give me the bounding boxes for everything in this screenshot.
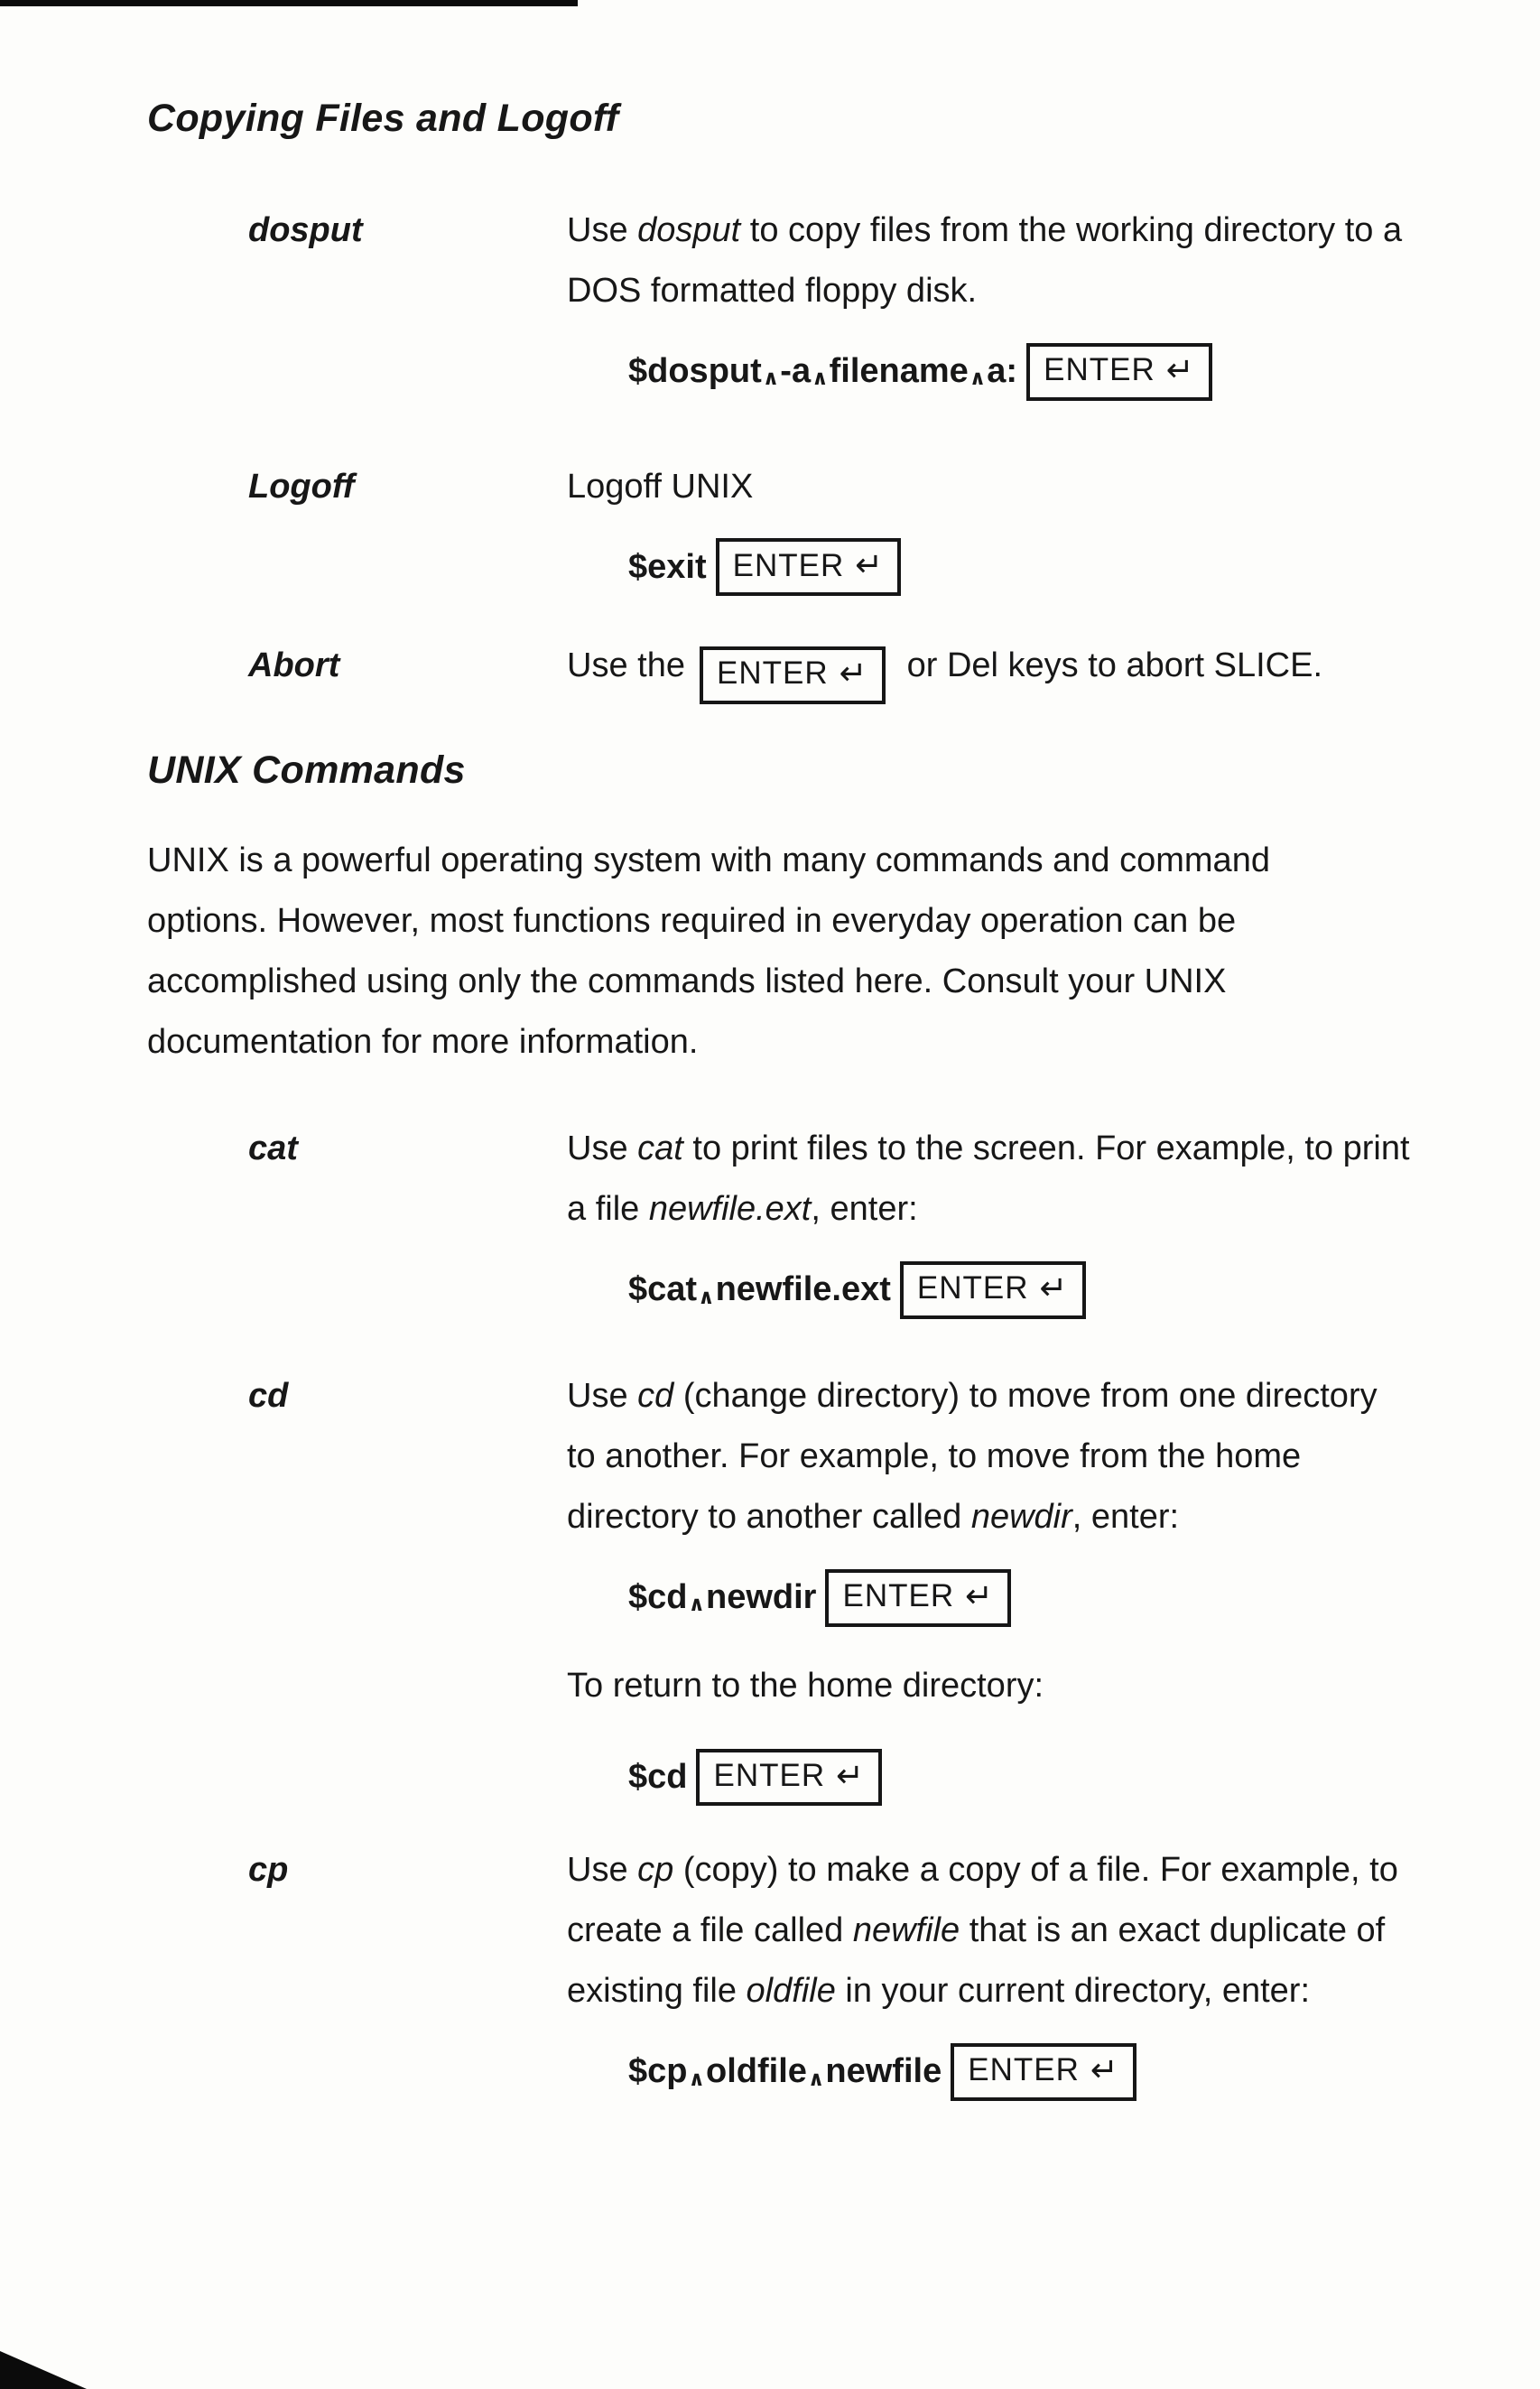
text-segment: to copy files from the working directory to a DOS formatted floppy disk. bbox=[567, 210, 1403, 310]
enter-key bbox=[716, 538, 902, 596]
enter-key bbox=[951, 2043, 1136, 2101]
description-cd bbox=[567, 1366, 1411, 1548]
space-caret-symbol: ∧ bbox=[807, 2066, 825, 2090]
command-part: oldfile bbox=[706, 2052, 807, 2091]
return-arrow-icon: ↵ bbox=[839, 655, 868, 693]
section-title-unix-commands: UNIX Commands bbox=[147, 748, 466, 792]
command-part: filename bbox=[829, 351, 969, 390]
return-arrow-icon: ↵ bbox=[965, 1576, 995, 1614]
term-abort: Abort bbox=[248, 646, 340, 685]
enter-key-label: ENTER bbox=[716, 655, 829, 692]
text-segment: , enter: bbox=[811, 1190, 918, 1229]
text-segment: (change directory) to move from one directory to another. For example, to move from the home directory to another called bbox=[567, 1377, 1378, 1536]
scan-artifact-corner bbox=[0, 2351, 87, 2389]
command-text bbox=[628, 349, 1017, 394]
text-segment: or Del keys to abort SLICE. bbox=[906, 646, 1323, 685]
command-part: $cd bbox=[628, 1577, 688, 1616]
enter-key-label: ENTER bbox=[713, 1757, 826, 1793]
command-part: newfile.ext bbox=[715, 1270, 891, 1309]
command-part: newdir bbox=[706, 1577, 817, 1616]
text-segment-italic: cp bbox=[637, 1851, 674, 1890]
command-part: -a bbox=[780, 351, 812, 390]
entry-cat bbox=[147, 1119, 1441, 1319]
enter-key bbox=[696, 1749, 882, 1807]
return-arrow-icon: ↵ bbox=[1039, 1269, 1069, 1307]
term-cat: cat bbox=[248, 1129, 298, 1168]
command-part: newfile bbox=[825, 2052, 942, 2091]
space-caret-symbol: ∧ bbox=[688, 2066, 705, 2090]
return-arrow-icon: ↵ bbox=[1165, 350, 1195, 388]
description-cat bbox=[567, 1119, 1411, 1240]
text-segment: Use the bbox=[567, 646, 685, 685]
command-text bbox=[628, 545, 707, 590]
scan-artifact-top-edge bbox=[0, 0, 578, 6]
unix-intro-paragraph: UNIX is a powerful operating system with many commands and command options. However, most functions required in everyday operation can be accomplished using only the commands listed here. Consult your UNIX documentation for more information. bbox=[147, 841, 1270, 1061]
space-caret-symbol: ∧ bbox=[969, 366, 987, 390]
command-part: $cat bbox=[628, 1270, 698, 1309]
space-caret-symbol: ∧ bbox=[698, 1284, 715, 1308]
text-segment: Use bbox=[567, 1129, 638, 1168]
text-segment-italic: newfile bbox=[852, 1911, 960, 1950]
cd-return-note: To return to the home directory: bbox=[567, 1666, 1044, 1705]
command-line-logoff bbox=[628, 538, 1433, 596]
description-logoff bbox=[567, 457, 1411, 517]
command-part: a: bbox=[987, 351, 1018, 390]
enter-key bbox=[700, 646, 886, 704]
text-segment: Logoff UNIX bbox=[567, 467, 754, 506]
return-arrow-icon: ↵ bbox=[836, 1756, 866, 1794]
entry-cd bbox=[147, 1366, 1441, 1806]
entry-content bbox=[567, 200, 1433, 401]
entry-logoff bbox=[147, 457, 1441, 597]
text-segment: in your current directory, enter: bbox=[835, 1972, 1311, 2011]
enter-key bbox=[1026, 343, 1212, 401]
text-segment: Use bbox=[567, 210, 638, 249]
entry-cp bbox=[147, 1840, 1441, 2101]
text-segment-italic: oldfile bbox=[746, 1972, 836, 2011]
entry-content bbox=[567, 1366, 1433, 1806]
text-segment: (copy) to make a copy of a file. For example, to create a file called bbox=[567, 1851, 1398, 1950]
enter-key-label: ENTER bbox=[1044, 351, 1155, 387]
term-logoff: Logoff bbox=[248, 467, 355, 506]
enter-key-label: ENTER bbox=[842, 1578, 955, 1614]
command-line-cp bbox=[628, 2043, 1433, 2101]
text-segment: Use bbox=[567, 1851, 638, 1890]
text-segment-italic: cd bbox=[637, 1377, 674, 1416]
space-caret-symbol: ∧ bbox=[688, 1592, 705, 1616]
command-part: $exit bbox=[628, 547, 707, 586]
command-line-cd-home bbox=[628, 1749, 1433, 1807]
command-text bbox=[628, 1576, 816, 1620]
return-arrow-icon: ↵ bbox=[1090, 2051, 1119, 2089]
text-segment: Use bbox=[567, 1377, 638, 1416]
text-segment: to print files to the screen. For example, to print a file bbox=[567, 1129, 1410, 1229]
description-abort bbox=[567, 636, 1411, 704]
command-line-cd bbox=[628, 1569, 1433, 1627]
space-caret-symbol: ∧ bbox=[812, 366, 829, 390]
enter-key-label: ENTER bbox=[732, 547, 845, 583]
enter-key-label: ENTER bbox=[968, 2052, 1080, 2088]
entry-dosput bbox=[147, 200, 1441, 401]
entry-content bbox=[567, 457, 1433, 597]
enter-key bbox=[825, 1569, 1011, 1627]
text-segment-italic: cat bbox=[637, 1129, 683, 1168]
enter-key-label: ENTER bbox=[916, 1270, 1029, 1306]
term-cd: cd bbox=[248, 1377, 289, 1416]
command-text bbox=[628, 1268, 891, 1312]
text-segment-italic: dosput bbox=[637, 210, 741, 249]
text-segment: that is an exact duplicate of existing file bbox=[567, 1911, 1386, 2011]
command-text bbox=[628, 1755, 687, 1799]
section-title-copying-files-and-logoff: Copying Files and Logoff bbox=[147, 97, 619, 140]
entry-content bbox=[567, 636, 1433, 704]
description-cp bbox=[567, 1840, 1411, 2022]
text-segment: , enter: bbox=[1072, 1497, 1180, 1536]
description-dosput bbox=[567, 200, 1411, 321]
space-caret-symbol: ∧ bbox=[762, 366, 780, 390]
text-segment-italic: newfile.ext bbox=[648, 1190, 812, 1229]
command-part: $cd bbox=[628, 1757, 688, 1796]
term-dosput: dosput bbox=[248, 210, 363, 249]
command-text bbox=[628, 2050, 942, 2094]
text-segment-italic: newdir bbox=[970, 1497, 1072, 1536]
command-part: $dosput bbox=[628, 351, 762, 390]
entry-abort bbox=[147, 636, 1441, 704]
term-cp: cp bbox=[248, 1851, 289, 1890]
return-arrow-icon: ↵ bbox=[855, 546, 885, 584]
enter-key bbox=[900, 1261, 1086, 1319]
command-part: $cp bbox=[628, 2052, 688, 2091]
command-line-dosput bbox=[628, 343, 1433, 401]
entry-content bbox=[567, 1840, 1433, 2101]
command-line-cat bbox=[628, 1261, 1433, 1319]
entry-content bbox=[567, 1119, 1433, 1319]
